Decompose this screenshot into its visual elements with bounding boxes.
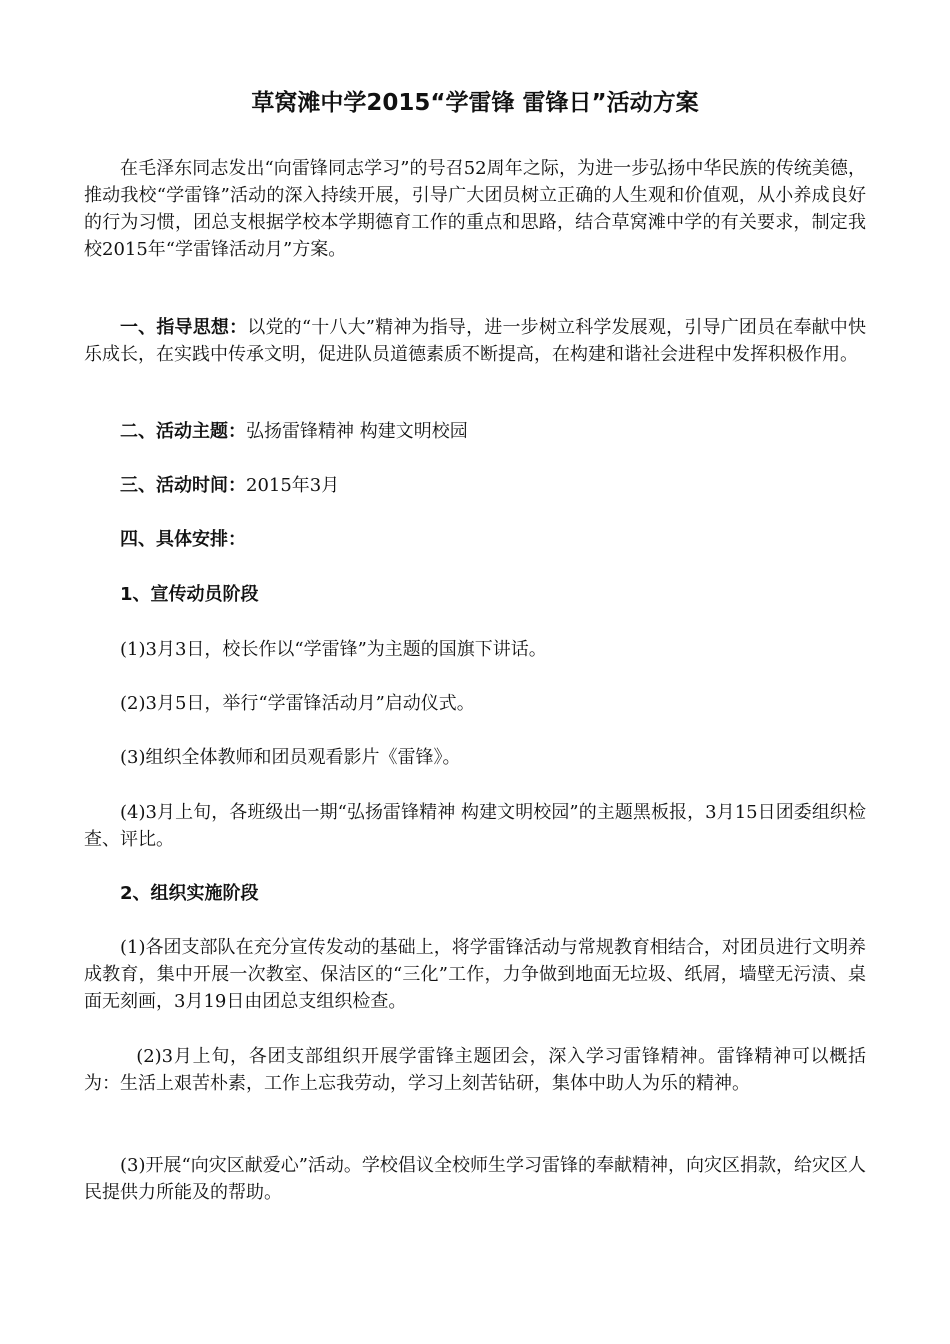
section-text: 弘扬雷锋精神 构建文明校园 <box>246 421 468 442</box>
section-time <box>120 472 866 499</box>
intro-paragraph: 在毛泽东同志发出“向雷锋同志学习”的号召52周年之际，为进一步弘扬中华民族的传统美德，推动我校“学雷锋”活动的深入持续开展，引导广大团员树立正确的人生观和价值观，从小养成良好的行为习惯，团总支根据学校本学期德育工作的重点和思路，结合草窝滩中学的有关要求，制定我校2015年“学雷锋活动月”方案。 <box>84 158 866 260</box>
stage1-item: (1)3月3日，校长作以“学雷锋”为主题的国旗下讲话。 <box>120 639 547 660</box>
stage1-item: (2)3月5日，举行“学雷锋活动月”启动仪式。 <box>120 693 475 714</box>
stage2-item: (3)开展“向灾区献爱心”活动。学校倡议全校师生学习雷锋的奉献精神，向灾区捐款，给灾区人民提供力所能及的帮助。 <box>84 1155 866 1203</box>
section-label: 一、指导思想： <box>120 317 248 338</box>
section-guiding-ideology <box>84 314 866 368</box>
stage2-heading: 2、组织实施阶段 <box>120 883 259 904</box>
stage1-heading: 1、宣传动员阶段 <box>120 584 259 605</box>
section-text: 以党的“十八大”精神为指导，进一步树立科学发展观，引导广团员在奉献中快乐成长，在实践中传承文明，促进队员道德素质不断提高，在构建和谐社会进程中发挥积极作用。 <box>84 317 866 365</box>
stage1-item: (4)3月上旬，各班级出一期“弘扬雷锋精神 构建文明校园”的主题黑板报，3月15日团委组织检查、评比。 <box>84 802 866 850</box>
stage1-item: (3)组织全体教师和团员观看影片《雷锋》。 <box>120 747 461 768</box>
section-label: 二、活动主题： <box>120 421 246 442</box>
document-title: 草窝滩中学2015“学雷锋 雷锋日”活动方案 <box>251 90 699 116</box>
section-label: 三、活动时间： <box>120 475 246 496</box>
section-text: 2015年3月 <box>246 475 340 496</box>
stage2-item: (2)3月上旬，各团支部组织开展学雷锋主题团会，深入学习雷锋精神。雷锋精神可以概括为：生活上艰苦朴素，工作上忘我劳动，学习上刻苦钻研，集体中助人为乐的精神。 <box>84 1046 866 1094</box>
stage2-item: (1)各团支部队在充分宣传发动的基础上，将学雷锋活动与常规教育相结合，对团员进行文明养成教育，集中开展一次教室、保洁区的“三化”工作，力争做到地面无垃圾、纸屑，墙壁无污渍、桌面无刻画，3月19日由团总支组织检查。 <box>84 937 866 1012</box>
section-theme <box>120 418 866 445</box>
section-arrangement-heading: 四、具体安排： <box>120 529 246 550</box>
